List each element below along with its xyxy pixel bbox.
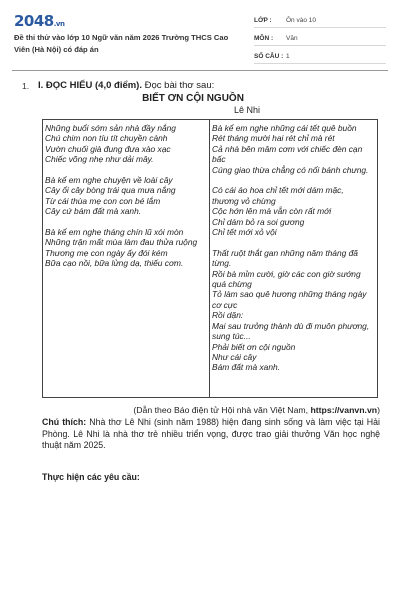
poem-line: Những trận mất mùa làm đau thửa ruộng	[45, 237, 198, 248]
poem-line: Rồi dặn:	[212, 310, 244, 321]
source-suffix: )	[377, 405, 380, 415]
meta-value: Văn	[286, 35, 298, 42]
meta-value: 1	[286, 53, 290, 60]
poem-line: Những buổi sớm sản nhà đầy nắng	[45, 123, 176, 133]
source-citation	[42, 405, 380, 415]
poem-line: Bà kể em nghe tháng chín lũ xói mòn	[45, 227, 184, 238]
document-title: Đề thi thử vào lớp 10 Ngữ văn năm 2026 Trường THCS Cao Viên (Hà Nội) có đáp án	[14, 33, 229, 54]
poem-line: Có cái áo hoa chỉ tết mới dám mặc,	[212, 185, 344, 196]
poem-line: Rồi bà mỉm cười, giờ các con giờ sướng quá chừng	[212, 268, 361, 290]
site-logo[interactable]	[14, 12, 64, 30]
meta-value: Ôn vào 10	[286, 17, 316, 24]
source-prefix: (Dẫn theo Báo điện tử Hội nhà văn Việt Nam,	[133, 405, 311, 415]
stanza-break	[212, 237, 375, 247]
poem-line: Bữa cạo nồi, bữa lửng dạ, thiếu cơm.	[45, 258, 184, 269]
poem-line: Cả nhà bên mâm cơm với chiếc đèn cạn bấc	[212, 143, 363, 165]
poem-line: Cúng giao thừa chẳng có nổi bánh chưng.	[212, 164, 369, 175]
meta-key: LỚP :	[254, 17, 272, 24]
poem-line: Cây cứ bám đất mà xanh.	[45, 206, 142, 217]
poem-line: Rét tháng mười hai rét chỉ mà rét	[212, 133, 335, 144]
poem-line: Chỉ dám bỏ ra soi gương	[212, 216, 305, 227]
poem-line: Từ cái thùa mẹ con con bé lắm	[45, 195, 161, 206]
poem-line: Bà kể em nghe những cái tết quê buồn	[212, 123, 357, 133]
meta-row-question-count	[254, 46, 386, 64]
footnote-label: Chú thích:	[42, 417, 87, 427]
poem-line: Chú chim non tíu tít chuyền cành	[45, 133, 168, 144]
footnote-text: Nhà thơ Lê Nhi (sinh năm 1988) hiện đang sinh sống và làm việc tại Hải Phòng. Lê Nhi là nhà thơ trẻ nhiều triển vọng, được trao giải thưởng Văn học nghệ thuật năm 2025.	[42, 417, 380, 450]
poem-line: Cộc hớn lên mà vẫn còn rất mới	[212, 206, 332, 217]
question-number: 1.	[22, 81, 30, 91]
poem-line: thương vỏ chừng	[212, 195, 276, 206]
poem-line: Như cái cây	[212, 351, 257, 362]
poem-line: Chiếc võng nhẹ như dải mây.	[45, 154, 154, 165]
stanza-break	[45, 217, 207, 227]
meta-key: MÔN :	[254, 35, 274, 42]
poem-table	[42, 119, 378, 398]
section-heading-bold: I. ĐỌC HIỂU (4,0 điểm).	[38, 80, 142, 91]
meta-row-class	[254, 10, 386, 28]
poem-line: Chỉ tết mới xỏ vội	[212, 227, 277, 238]
poem-line: Phải biết ơn cội nguồn	[212, 341, 296, 352]
logo-suffix: .vn	[53, 20, 65, 28]
meta-key: SỐ CÂU :	[254, 53, 284, 60]
logo-text: 2048	[14, 12, 54, 30]
stanza-break	[212, 175, 375, 185]
poem-title: BIẾT ƠN CỘI NGUỒN	[142, 93, 244, 104]
section-heading-rest: Đọc bài thơ sau:	[142, 80, 215, 91]
instructions-heading: Thực hiện các yêu cầu:	[42, 472, 140, 482]
poem-author: Lê Nhi	[233, 105, 260, 115]
poem-line: Thất ruột thắt gan những năm tháng đã từng.	[212, 247, 358, 269]
poem-line: Cây ổi cây bòng trái qua mưa nắng	[45, 185, 176, 196]
section-heading	[38, 80, 214, 91]
poem-line: Vườn chuối già đung đưa xào xạc	[45, 143, 171, 154]
stanza-break	[45, 165, 207, 175]
poem-line: Tỏ làm sao quê hương những tháng ngày cơ cực	[212, 289, 367, 310]
source-link[interactable]: https://vanvn.vn	[310, 405, 378, 415]
meta-panel	[254, 10, 386, 64]
poem-line: Thương mẹ con ngày ấy đói kém	[45, 247, 168, 258]
footnote	[42, 417, 380, 452]
poem-line: Bám đất mà xanh.	[212, 362, 280, 373]
poem-line: Mai sau trưởng thành dù đi muôn phương, sung túc...	[212, 320, 370, 342]
poem-line: Bà kể em nghe chuyện về loài cây	[45, 175, 173, 186]
page-header	[0, 0, 400, 70]
meta-row-subject	[254, 28, 386, 46]
poem-column-right	[210, 120, 377, 397]
header-divider	[12, 70, 388, 71]
poem-column-left	[43, 120, 210, 397]
